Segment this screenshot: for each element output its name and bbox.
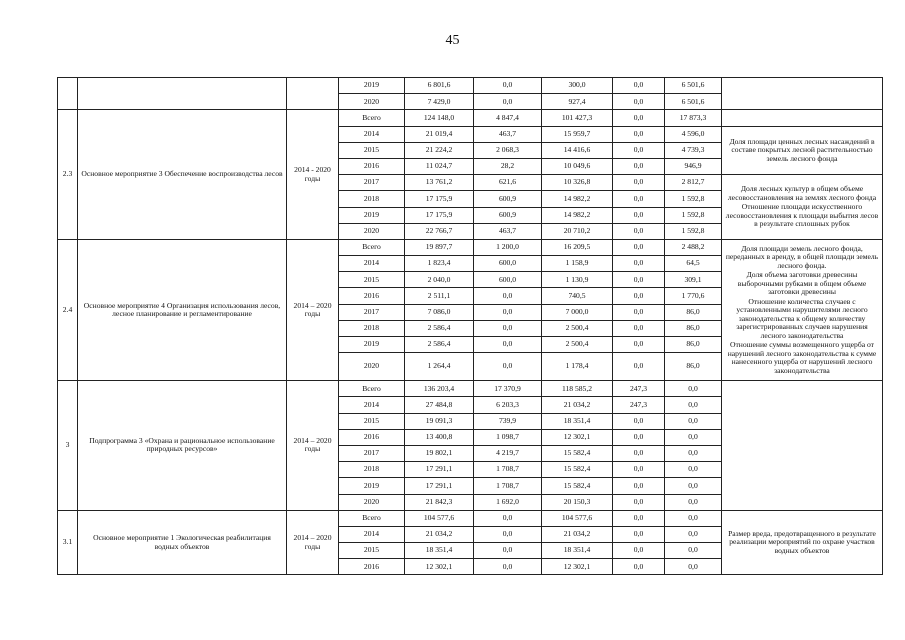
regional-cell: 16 209,5 (542, 239, 613, 255)
federal-cell: 0,0 (474, 288, 542, 304)
federal-cell: 6 203,3 (474, 397, 542, 413)
total-cell: 17 291,1 (405, 478, 474, 494)
other-cell: 0,0 (665, 526, 722, 542)
total-cell: 136 203,4 (405, 381, 474, 397)
local-cell: 0,0 (613, 462, 665, 478)
regional-cell: 21 034,2 (542, 526, 613, 542)
total-cell: 21 034,2 (405, 526, 474, 542)
local-cell: 0,0 (613, 78, 665, 94)
local-cell: 0,0 (613, 239, 665, 255)
regional-cell: 15 959,7 (542, 126, 613, 142)
section-period: 2014 – 2020 годы (287, 381, 339, 511)
federal-cell: 600,0 (474, 272, 542, 288)
federal-cell: 4 847,4 (474, 110, 542, 126)
local-cell: 0,0 (613, 191, 665, 207)
section-number: 2.3 (58, 110, 78, 240)
total-cell: 7 086,0 (405, 304, 474, 320)
local-cell: 0,0 (613, 94, 665, 110)
other-cell: 4 739,3 (665, 142, 722, 158)
total-cell: 19 897,7 (405, 239, 474, 255)
federal-cell: 0,0 (474, 320, 542, 336)
period-cell (287, 78, 339, 110)
indicator-cell (722, 239, 883, 380)
table-row (58, 78, 883, 94)
federal-cell: 1 708,7 (474, 462, 542, 478)
total-cell: 2 586,4 (405, 320, 474, 336)
total-cell: 2 586,4 (405, 337, 474, 353)
year-cell: 2014 (339, 397, 405, 413)
regional-cell: 14 982,2 (542, 207, 613, 223)
year-cell: Всего (339, 110, 405, 126)
regional-cell: 1 130,9 (542, 272, 613, 288)
other-cell: 2 812,7 (665, 175, 722, 191)
year-cell: 2020 (339, 223, 405, 239)
federal-cell: 600,0 (474, 256, 542, 272)
regional-cell: 20 150,3 (542, 494, 613, 510)
regional-cell: 10 326,8 (542, 175, 613, 191)
other-cell: 0,0 (665, 413, 722, 429)
local-cell: 0,0 (613, 445, 665, 461)
year-cell: 2020 (339, 353, 405, 381)
local-cell: 0,0 (613, 256, 665, 272)
other-cell: 0,0 (665, 462, 722, 478)
other-cell: 309,1 (665, 272, 722, 288)
local-cell: 0,0 (613, 142, 665, 158)
local-cell: 0,0 (613, 175, 665, 191)
regional-cell: 21 034,2 (542, 397, 613, 413)
local-cell: 0,0 (613, 288, 665, 304)
regional-cell: 1 158,9 (542, 256, 613, 272)
regional-cell: 101 427,3 (542, 110, 613, 126)
other-cell: 6 501,6 (665, 78, 722, 94)
budget-table (57, 77, 883, 575)
regional-cell: 1 178,4 (542, 353, 613, 381)
total-cell: 22 766,7 (405, 223, 474, 239)
federal-cell: 0,0 (474, 78, 542, 94)
other-cell: 4 596,0 (665, 126, 722, 142)
regional-cell: 14 416,6 (542, 142, 613, 158)
local-cell: 0,0 (613, 353, 665, 381)
year-cell: 2019 (339, 207, 405, 223)
federal-cell: 0,0 (474, 94, 542, 110)
table-row (58, 110, 883, 126)
other-cell: 86,0 (665, 337, 722, 353)
page-number: 45 (445, 33, 460, 48)
local-cell: 0,0 (613, 272, 665, 288)
other-cell: 2 488,2 (665, 239, 722, 255)
federal-cell: 0,0 (474, 304, 542, 320)
num-cell (58, 78, 78, 110)
total-cell: 11 024,7 (405, 158, 474, 174)
table-row (58, 510, 883, 526)
federal-cell: 1 708,7 (474, 478, 542, 494)
federal-cell: 0,0 (474, 526, 542, 542)
federal-cell: 4 219,7 (474, 445, 542, 461)
federal-cell: 463,7 (474, 223, 542, 239)
regional-cell: 740,5 (542, 288, 613, 304)
section-period: 2014 – 2020 годы (287, 510, 339, 575)
total-cell: 19 091,3 (405, 413, 474, 429)
section-name: Подпрограмма 3 «Охрана и рациональное использование природных ресурсов» (78, 381, 287, 511)
federal-cell: 0,0 (474, 337, 542, 353)
total-cell: 124 148,0 (405, 110, 474, 126)
total-cell: 17 175,9 (405, 191, 474, 207)
total-cell: 1 823,4 (405, 256, 474, 272)
federal-cell: 0,0 (474, 353, 542, 381)
other-cell: 0,0 (665, 510, 722, 526)
year-cell: Всего (339, 239, 405, 255)
regional-cell: 10 049,6 (542, 158, 613, 174)
regional-cell: 15 582,4 (542, 478, 613, 494)
indicator-text: Доля площади ценных лесных насаждений в составе покрытых лесной растительностью земель лесного фонда (722, 126, 883, 175)
other-cell: 1 592,8 (665, 223, 722, 239)
section-name: Основное мероприятие 4 Организация использования лесов, лесное планирование и регламентирование (78, 239, 287, 380)
year-cell: 2016 (339, 158, 405, 174)
total-cell: 21 224,2 (405, 142, 474, 158)
year-cell: 2019 (339, 478, 405, 494)
table-row (58, 381, 883, 397)
local-cell: 0,0 (613, 478, 665, 494)
total-cell: 17 291,1 (405, 462, 474, 478)
local-cell: 0,0 (613, 510, 665, 526)
other-cell: 0,0 (665, 559, 722, 575)
year-cell: 2014 (339, 256, 405, 272)
regional-cell: 20 710,2 (542, 223, 613, 239)
federal-cell: 463,7 (474, 126, 542, 142)
local-cell: 0,0 (613, 207, 665, 223)
year-cell: 2016 (339, 288, 405, 304)
regional-cell: 14 982,2 (542, 191, 613, 207)
indicator-cell (722, 110, 883, 126)
total-cell: 19 802,1 (405, 445, 474, 461)
total-cell: 21 842,3 (405, 494, 474, 510)
regional-cell: 15 582,4 (542, 445, 613, 461)
regional-cell: 12 302,1 (542, 559, 613, 575)
local-cell: 0,0 (613, 223, 665, 239)
total-cell: 18 351,4 (405, 543, 474, 559)
federal-cell: 0,0 (474, 510, 542, 526)
section-number: 3.1 (58, 510, 78, 575)
other-cell: 0,0 (665, 543, 722, 559)
regional-cell: 2 500,4 (542, 337, 613, 353)
year-cell: 2017 (339, 445, 405, 461)
federal-cell: 0,0 (474, 543, 542, 559)
year-cell: 2015 (339, 413, 405, 429)
federal-cell: 739,9 (474, 413, 542, 429)
year-cell: 2014 (339, 126, 405, 142)
total-cell: 2 040,0 (405, 272, 474, 288)
total-cell: 13 400,8 (405, 429, 474, 445)
section-name: Основное мероприятие 3 Обеспечение воспроизводства лесов (78, 110, 287, 240)
federal-cell: 621,6 (474, 175, 542, 191)
local-cell: 0,0 (613, 337, 665, 353)
year-cell: 2015 (339, 272, 405, 288)
local-cell: 0,0 (613, 320, 665, 336)
regional-cell: 15 582,4 (542, 462, 613, 478)
total-cell: 13 761,2 (405, 175, 474, 191)
federal-cell: 0,0 (474, 559, 542, 575)
indicator-text: Доля лесных культур в общем объеме лесовосстановления на землях лесного фонда (727, 184, 877, 202)
other-cell: 1 592,8 (665, 191, 722, 207)
local-cell: 0,0 (613, 110, 665, 126)
year-cell: 2018 (339, 191, 405, 207)
other-cell: 6 501,6 (665, 94, 722, 110)
year-cell: 2019 (339, 337, 405, 353)
local-cell: 0,0 (613, 494, 665, 510)
name-cell (78, 78, 287, 110)
year-cell: 2017 (339, 304, 405, 320)
year-cell: 2015 (339, 543, 405, 559)
total-cell: 7 429,0 (405, 94, 474, 110)
federal-cell: 2 068,3 (474, 142, 542, 158)
section-period: 2014 – 2020 годы (287, 239, 339, 380)
local-cell: 0,0 (613, 126, 665, 142)
total-cell: 1 264,4 (405, 353, 474, 381)
indicator-text: Размер вреда, предотвращенного в результате реализации мероприятий по охране участков водных объектов (722, 510, 883, 575)
section-period: 2014 - 2020 годы (287, 110, 339, 240)
year-cell: Всего (339, 381, 405, 397)
local-cell: 247,3 (613, 397, 665, 413)
local-cell: 0,0 (613, 158, 665, 174)
local-cell: 247,3 (613, 381, 665, 397)
year-cell: 2018 (339, 462, 405, 478)
other-cell: 0,0 (665, 381, 722, 397)
section-number: 3 (58, 381, 78, 511)
section-name: Основное мероприятие 1 Экологическая реабилитация водных объектов (78, 510, 287, 575)
indicator-cell (722, 175, 883, 240)
other-cell: 0,0 (665, 478, 722, 494)
indicator-text: Отношение количества случаев с установленными нарушителями лесного законодательства к общему количеству зарегистрированных случаев нарушения лесного законодательства (736, 296, 868, 340)
indicator-text: Отношение площади искусственного лесовосстановления к площади выбытия лесов в результате сплошных рубок (725, 202, 879, 229)
other-cell: 0,0 (665, 429, 722, 445)
indicator-text: Доля площади земель лесного фонда, переданных в аренду, в общей площади земель лесного фонда. (725, 243, 879, 270)
federal-cell: 1 098,7 (474, 429, 542, 445)
local-cell: 0,0 (613, 429, 665, 445)
indicator-cell (722, 381, 883, 511)
year-cell: 2015 (339, 142, 405, 158)
table-row (58, 239, 883, 255)
local-cell: 0,0 (613, 413, 665, 429)
other-cell: 946,9 (665, 158, 722, 174)
total-cell: 104 577,6 (405, 510, 474, 526)
federal-cell: 1 200,0 (474, 239, 542, 255)
regional-cell: 104 577,6 (542, 510, 613, 526)
indicator-text: Отношение суммы возмещенного ущерба от нарушений лесного законодательства к сумме нанесенного ущерба от нарушений лесного законодательства (727, 340, 877, 375)
total-cell: 12 302,1 (405, 559, 474, 575)
total-cell: 21 019,4 (405, 126, 474, 142)
year-cell: 2016 (339, 559, 405, 575)
regional-cell: 300,0 (542, 78, 613, 94)
local-cell: 0,0 (613, 304, 665, 320)
year-cell: 2020 (339, 94, 405, 110)
regional-cell: 12 302,1 (542, 429, 613, 445)
other-cell: 1 592,8 (665, 207, 722, 223)
federal-cell: 600,9 (474, 207, 542, 223)
federal-cell: 17 370,9 (474, 381, 542, 397)
year-cell: 2017 (339, 175, 405, 191)
total-cell: 17 175,9 (405, 207, 474, 223)
regional-cell: 2 500,4 (542, 320, 613, 336)
total-cell: 2 511,1 (405, 288, 474, 304)
other-cell: 86,0 (665, 353, 722, 381)
other-cell: 1 770,6 (665, 288, 722, 304)
other-cell: 64,5 (665, 256, 722, 272)
section-number: 2.4 (58, 239, 78, 380)
year-cell: 2016 (339, 429, 405, 445)
local-cell: 0,0 (613, 543, 665, 559)
federal-cell: 600,9 (474, 191, 542, 207)
regional-cell: 118 585,2 (542, 381, 613, 397)
federal-cell: 1 692,0 (474, 494, 542, 510)
total-cell: 6 801,6 (405, 78, 474, 94)
year-cell: 2019 (339, 78, 405, 94)
other-cell: 17 873,3 (665, 110, 722, 126)
other-cell: 0,0 (665, 445, 722, 461)
regional-cell: 18 351,4 (542, 543, 613, 559)
regional-cell: 18 351,4 (542, 413, 613, 429)
indicator-text: Доля объема заготовки древесины выборочными рубками в общем объеме заготовки древесины (737, 270, 867, 297)
year-cell: 2020 (339, 494, 405, 510)
year-cell: 2018 (339, 320, 405, 336)
regional-cell: 7 000,0 (542, 304, 613, 320)
federal-cell: 28,2 (474, 158, 542, 174)
total-cell: 27 484,8 (405, 397, 474, 413)
year-cell: 2014 (339, 526, 405, 542)
other-cell: 0,0 (665, 397, 722, 413)
other-cell: 86,0 (665, 320, 722, 336)
other-cell: 0,0 (665, 494, 722, 510)
local-cell: 0,0 (613, 526, 665, 542)
regional-cell: 927,4 (542, 94, 613, 110)
year-cell: Всего (339, 510, 405, 526)
local-cell: 0,0 (613, 559, 665, 575)
other-cell: 86,0 (665, 304, 722, 320)
indicator-cell (722, 78, 883, 110)
